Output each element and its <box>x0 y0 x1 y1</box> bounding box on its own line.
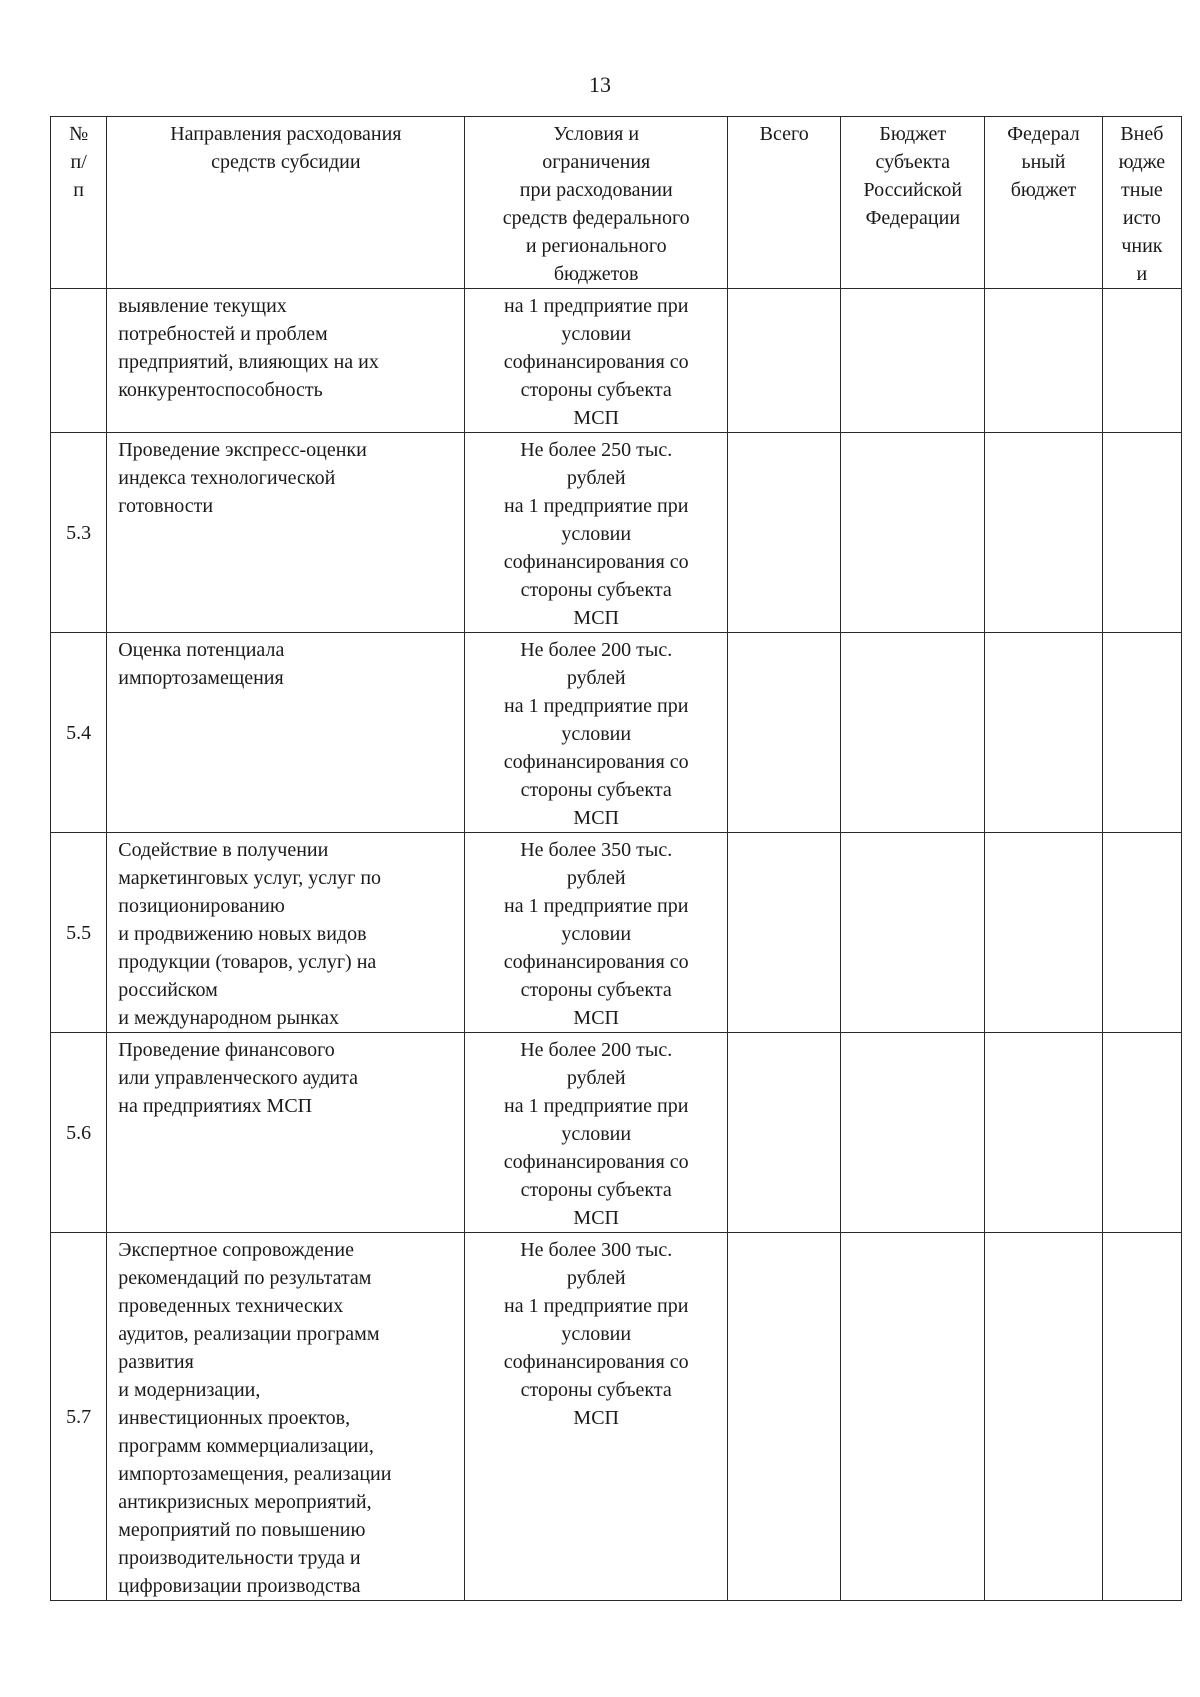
cell-text-line: ограничения <box>542 151 651 173</box>
regional-budget-cell <box>841 1033 985 1233</box>
cell-text-line: развития <box>118 1351 194 1373</box>
cell-text-line: и <box>1136 263 1148 285</box>
cell-text-line: МСП <box>573 1007 619 1029</box>
total-cell <box>727 833 841 1033</box>
cell-text-line: рублей <box>566 867 626 889</box>
extrabudgetary-cell <box>1102 289 1181 433</box>
cell-text-line: софинансирования со <box>503 351 689 373</box>
conditions-cell <box>465 1033 727 1233</box>
conditions-cell <box>465 433 727 633</box>
cell-text-line: рублей <box>566 667 626 689</box>
cell-text-line: программ коммерциализации, <box>118 1435 374 1457</box>
federal-budget-cell <box>985 289 1103 433</box>
cell-text-line: Федерал <box>1007 123 1080 145</box>
cell-text-line: Всего <box>759 123 809 145</box>
row-number-cell: 5.5 <box>51 833 107 1033</box>
table-header-row <box>51 117 1182 289</box>
conditions-cell <box>465 1233 727 1601</box>
cell-text-line: конкурентоспособность <box>118 379 323 401</box>
total-cell <box>727 433 841 633</box>
header-regional-budget <box>841 117 985 289</box>
cell-text-line: на 1 предприятие при <box>504 695 689 717</box>
federal-budget-cell <box>985 833 1103 1033</box>
cell-text-line: условии <box>561 323 632 345</box>
header-num <box>51 117 107 289</box>
table-row <box>51 289 1182 433</box>
regional-budget-cell <box>841 433 985 633</box>
cell-text-line: МСП <box>573 407 619 429</box>
cell-text-line: или управленческого аудита <box>118 1067 358 1089</box>
cell-text-line: импортозамещения <box>118 667 284 689</box>
cell-text-line: на 1 предприятие при <box>504 895 689 917</box>
cell-text-line: и международном рынках <box>118 1007 340 1029</box>
cell-text-line: условии <box>561 1323 632 1345</box>
cell-text-line: цифровизации производства <box>118 1575 361 1597</box>
cell-text-line: условии <box>561 523 632 545</box>
cell-text-line: проведенных технических <box>118 1295 344 1317</box>
table-row <box>51 833 1182 1033</box>
cell-text-line: Оценка потенциала <box>118 639 285 661</box>
cell-text-line: софинансирования со <box>503 1151 689 1173</box>
cell-text-line: софинансирования со <box>503 751 689 773</box>
extrabudgetary-cell <box>1102 633 1181 833</box>
cell-text-line: антикризисных мероприятий, <box>118 1491 372 1513</box>
cell-text-line: софинансирования со <box>503 951 689 973</box>
header-federal-budget <box>985 117 1103 289</box>
direction-cell <box>107 289 465 433</box>
cell-text-line: на 1 предприятие при <box>504 1095 689 1117</box>
cell-text-line: средств федерального <box>502 207 690 229</box>
extrabudgetary-cell <box>1102 1033 1181 1233</box>
cell-text-line: условии <box>561 923 632 945</box>
conditions-cell <box>465 833 727 1033</box>
direction-cell <box>107 833 465 1033</box>
cell-text-line: ьный <box>1021 151 1066 173</box>
direction-cell <box>107 1233 465 1601</box>
federal-budget-cell <box>985 433 1103 633</box>
cell-text-line: МСП <box>573 807 619 829</box>
cell-text-line: Бюджет <box>879 123 947 145</box>
row-number-cell: 5.6 <box>51 1033 107 1233</box>
row-number-cell: 5.4 <box>51 633 107 833</box>
header-extrabudgetary <box>1102 117 1181 289</box>
cell-text-line: импортозамещения, реализации <box>118 1463 392 1485</box>
cell-text-line: тные <box>1121 179 1163 201</box>
cell-text-line: рублей <box>566 1267 626 1289</box>
cell-text-line: маркетинговых услуг, услуг по <box>118 867 382 889</box>
table-row <box>51 1033 1182 1233</box>
cell-text-line: мероприятий по повышению <box>118 1519 366 1541</box>
cell-text-line: МСП <box>573 607 619 629</box>
cell-text-line: рублей <box>566 467 626 489</box>
cell-text-line: на предприятиях МСП <box>118 1095 313 1117</box>
conditions-cell <box>465 633 727 833</box>
cell-text-line: на 1 предприятие при <box>504 495 689 517</box>
cell-text-line: Внеб <box>1120 123 1164 145</box>
cell-text-line: предприятий, влияющих на их <box>118 351 379 373</box>
cell-text-line: российском <box>118 979 218 1001</box>
cell-text-line: рекомендаций по результатам <box>118 1267 372 1289</box>
cell-text-line: на 1 предприятие при <box>504 295 689 317</box>
cell-text-line: стороны субъекта <box>520 579 672 601</box>
cell-text-line: Проведение экспресс-оценки <box>118 439 367 461</box>
total-cell <box>727 1233 841 1601</box>
table-body <box>51 289 1182 1601</box>
direction-cell <box>107 433 465 633</box>
cell-text-line: Содействие в получении <box>118 839 329 861</box>
cell-text-line: юдже <box>1118 151 1166 173</box>
cell-text-line: Направления расходования <box>170 123 402 145</box>
cell-text-line: продукции (товаров, услуг) на <box>118 951 377 973</box>
row-number-cell <box>51 289 107 433</box>
extrabudgetary-cell <box>1102 833 1181 1033</box>
cell-text-line: и продвижению новых видов <box>118 923 367 945</box>
cell-text-line: стороны субъекта <box>520 379 672 401</box>
total-cell <box>727 1033 841 1233</box>
cell-text-line: бюджет <box>1010 179 1077 201</box>
conditions-cell <box>465 289 727 433</box>
cell-text-line: производительности труда и <box>118 1547 361 1569</box>
table-row <box>51 433 1182 633</box>
cell-text-line: готовности <box>118 495 214 517</box>
subsidy-table <box>50 116 1182 1601</box>
cell-text-line: на 1 предприятие при <box>504 1295 689 1317</box>
cell-text-line: софинансирования со <box>503 551 689 573</box>
cell-text-line: Не более 350 тыс. <box>520 839 673 861</box>
cell-text-line: при расходовании <box>519 179 673 201</box>
regional-budget-cell <box>841 1233 985 1601</box>
table-row <box>51 633 1182 833</box>
federal-budget-cell <box>985 1233 1103 1601</box>
cell-text-line: МСП <box>573 1407 619 1429</box>
cell-text-line: потребностей и проблем <box>118 323 328 345</box>
cell-text-line: Не более 200 тыс. <box>520 1039 673 1061</box>
extrabudgetary-cell <box>1102 1233 1181 1601</box>
header-conditions <box>465 117 727 289</box>
cell-text-line: субъекта <box>875 151 951 173</box>
cell-text-line: стороны субъекта <box>520 779 672 801</box>
cell-text-line: п <box>73 179 84 201</box>
cell-text-line: исто <box>1122 207 1161 229</box>
federal-budget-cell <box>985 633 1103 833</box>
cell-text-line: индекса технологической <box>118 467 336 489</box>
cell-text-line: Не более 300 тыс. <box>520 1239 673 1261</box>
cell-text-line: софинансирования со <box>503 1351 689 1373</box>
cell-text-line: стороны субъекта <box>520 1379 672 1401</box>
cell-text-line: бюджетов <box>553 263 639 285</box>
cell-text-line: позиционированию <box>118 895 285 917</box>
page-number: 13 <box>589 72 611 97</box>
cell-text-line: Условия и <box>553 123 640 145</box>
cell-text-line: стороны субъекта <box>520 979 672 1001</box>
regional-budget-cell <box>841 633 985 833</box>
table-row <box>51 1233 1182 1601</box>
header-direction <box>107 117 465 289</box>
cell-text-line: аудитов, реализации программ <box>118 1323 380 1345</box>
cell-text-line: чник <box>1121 235 1163 257</box>
cell-text-line: Не более 250 тыс. <box>520 439 673 461</box>
cell-text-line: выявление текущих <box>118 295 287 317</box>
cell-text-line: условии <box>561 1123 632 1145</box>
cell-text-line: Российской <box>863 179 963 201</box>
cell-text-line: п/ <box>70 151 87 173</box>
cell-text-line: МСП <box>573 1207 619 1229</box>
total-cell <box>727 633 841 833</box>
federal-budget-cell <box>985 1033 1103 1233</box>
total-cell <box>727 289 841 433</box>
cell-text-line: Федерации <box>865 207 961 229</box>
row-number-cell: 5.3 <box>51 433 107 633</box>
cell-text-line: инвестиционных проектов, <box>118 1407 351 1429</box>
extrabudgetary-cell <box>1102 433 1181 633</box>
cell-text-line: и регионального <box>525 235 667 257</box>
cell-text-line: № <box>69 123 89 145</box>
cell-text-line: рублей <box>566 1067 626 1089</box>
cell-text-line: средств субсидии <box>211 151 361 173</box>
regional-budget-cell <box>841 289 985 433</box>
cell-text-line: Проведение финансового <box>118 1039 335 1061</box>
cell-text-line: стороны субъекта <box>520 1179 672 1201</box>
header-total <box>727 117 841 289</box>
cell-text-line: условии <box>561 723 632 745</box>
direction-cell <box>107 1033 465 1233</box>
row-number-cell: 5.7 <box>51 1233 107 1601</box>
cell-text-line: Экспертное сопровождение <box>118 1239 354 1261</box>
regional-budget-cell <box>841 833 985 1033</box>
cell-text-line: и модернизации, <box>118 1379 261 1401</box>
cell-text-line: Не более 200 тыс. <box>520 639 673 661</box>
direction-cell <box>107 633 465 833</box>
